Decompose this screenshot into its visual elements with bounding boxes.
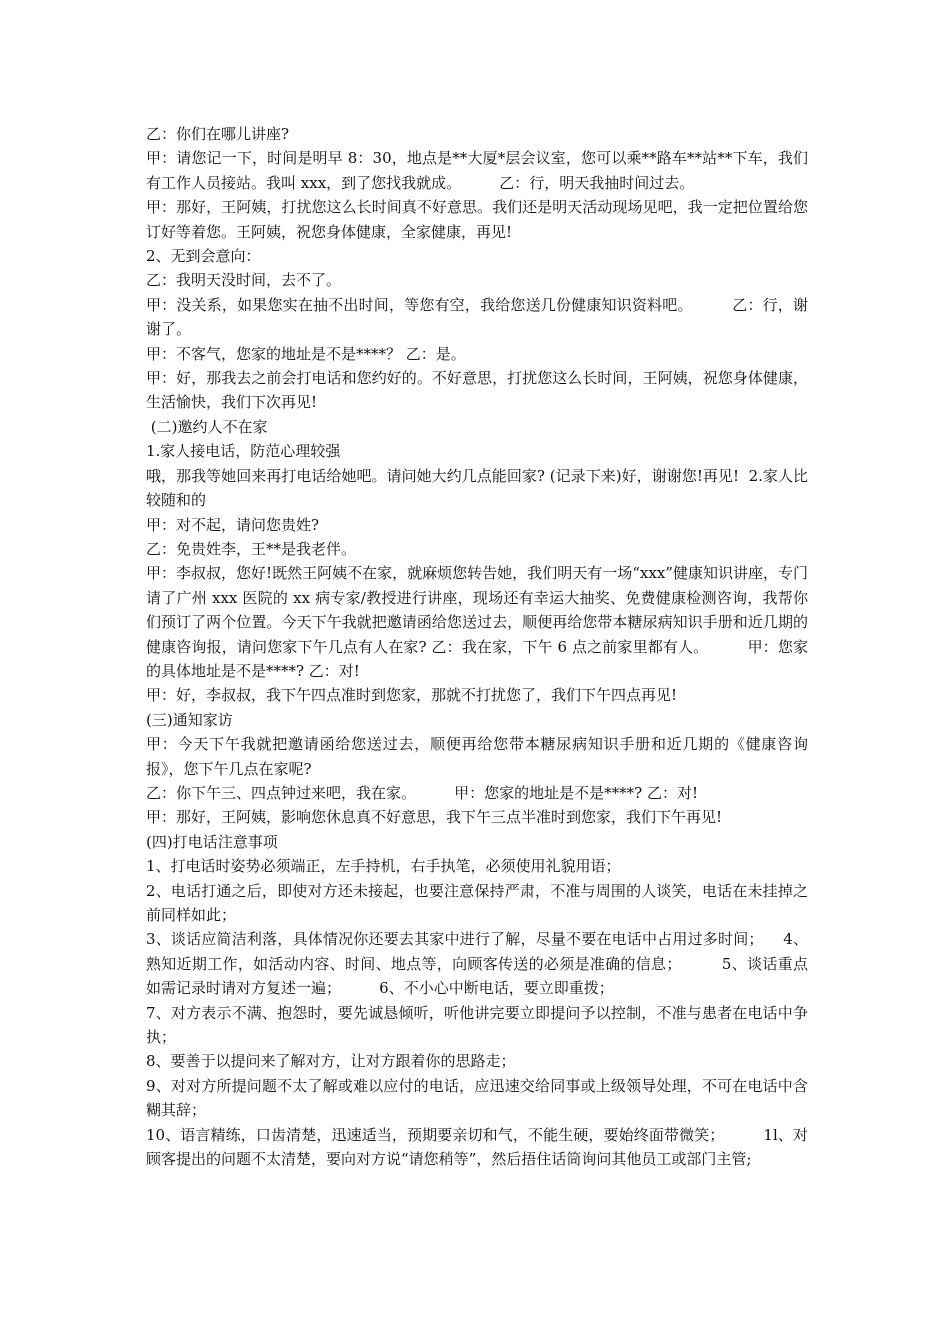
section-heading: (三)通知家访 (146, 710, 233, 729)
list-item: 8、要善于以提问来了解对方，让对方跟着你的思路走； (146, 1052, 516, 1071)
list-item: 3、谈话应简洁利落，具体情况你还要去其家中进行了解，尽量不要在电话中占用过多时间； 4、熟知近期工作，如活动内容、时间、地点等，向顾客传送的必须是准确的信息； 5、谈话重点如需记录时请对方复述一遍； 6、不小心中断电话，要立即重拨； (146, 930, 808, 998)
paragraph: 甲：那好，王阿姨，影响您休息真不好意思，我下午三点半准时到您家，我们下午再见! (146, 808, 723, 827)
list-item: 1、打电话时姿势必须端正，左手持机，右手执笔，必须使用礼貌用语； (146, 857, 621, 876)
paragraph: 乙：你下午三、四点钟过来吧，我在家。 甲：您家的地址是不是****? 乙：对! (146, 783, 698, 802)
section-heading: 1.家人接电话，防范心理较强 (146, 442, 341, 461)
paragraph: 甲：不客气，您家的地址是不是****？ 乙：是。 (146, 344, 466, 363)
paragraph: 乙：我明天没时间，去不了。 (146, 271, 342, 290)
list-item: 9、对对方所提问题不太了解或难以应付的电话，应迅速交给同事或上级领导处理，不可在电话中含糊其辞； (146, 1076, 808, 1120)
paragraph: 甲：请您记一下，时间是明早 8：30，地点是**大厦*层会议室，您可以乘**路车**站**下车，我们有工作人员接站。我叫 xxx，到了您找我就成。 乙：行，明天我抽时间过去。 (146, 149, 808, 192)
paragraph: 乙：免贵姓李，王**是我老伴。 (146, 539, 357, 558)
paragraph: 甲：今天下午我就把邀请函给您送过去，顺便再给您带本糖尿病知识手册和近几期的《健康咨询报》，您下午几点在家呢? (146, 735, 808, 778)
list-item: 7、对方表示不满、抱怨时，要先诚恳倾听，听他讲完要立即提问予以控制，不准与患者在电话中争执； (146, 1003, 808, 1047)
paragraph: 甲：对不起，请问您贵姓? (146, 515, 320, 534)
document-body (146, 122, 808, 1171)
paragraph: 甲：那好，王阿姨，打扰您这么长时间真不好意思。我们还是明天活动现场见吧，我一定把位置给您订好等着您。王阿姨，祝您身体健康，全家健康，再见! (146, 198, 808, 241)
paragraph: 甲：李叔叔，您好!既然王阿姨不在家，就麻烦您转告她，我们明天有一场“xxx”健康知识讲座，专门请了广州 xxx 医院的 xx 病专家/教授进行讲座，现场还有幸运大抽奖、免费健康检测咨询，我帮你们预订了两个位置。今天下午我就把邀请函给您送过去，顺便再给您带本糖尿病知识手册和近几期的健康咨询报，请问您家下午几点有人在家? 乙：我在家，下午 6 点之前家里都有人。 甲：您家的具体地址是不是****? 乙：对! (146, 564, 808, 680)
paragraph: 甲：没关系，如果您实在抽不出时间，等您有空，我给您送几份健康知识资料吧。 乙：行，谢谢了。 (146, 295, 808, 339)
paragraph: 甲：好，那我去之前会打电话和您约好的。不好意思，打扰您这么长时间，王阿姨，祝您身体健康，生活愉快，我们下次再见! (146, 369, 808, 412)
section-heading: 2、无到会意向： (146, 247, 261, 266)
list-item: 2、电话打通之后，即使对方还未接起，也要注意保持严肃，不准与周围的人谈笑，电话在未挂掉之前同样如此； (146, 881, 808, 924)
list-item: 10、语言精练，口齿清楚，迅速适当，预期要亲切和气，不能生硬，要始终面带微笑； 1l、对顾客提出的问题不太清楚，要向对方说“请您稍等”，然后捂住话筒询问其他员工或部门主管; (146, 1125, 808, 1169)
paragraph: 乙：你们在哪儿讲座? (146, 125, 290, 143)
paragraph: 甲：好，李叔叔，我下午四点准时到您家，那就不打扰您了，我们下午四点再见! (146, 686, 678, 705)
paragraph: 哦，那我等她回来再打电话给她吧。请问她大约几点能回家? (记录下来)好，谢谢您!再见! 2.家人比较随和的 (146, 466, 808, 510)
section-heading: (二)邀约人不在家 (146, 417, 268, 436)
section-heading: (四)打电话注意事项 (146, 832, 278, 851)
